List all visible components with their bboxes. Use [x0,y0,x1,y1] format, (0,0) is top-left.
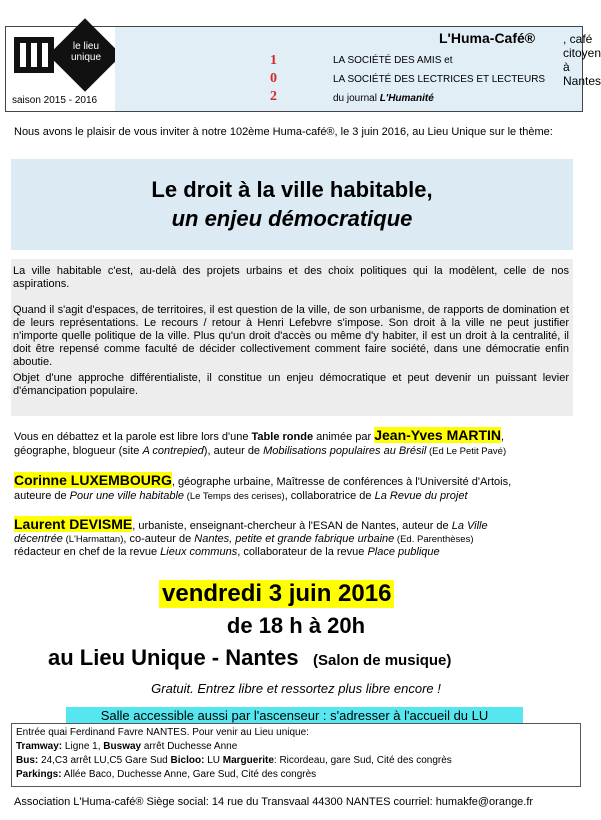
number-digit-0: 0 [270,71,277,86]
event-place: au Lieu Unique - Nantes [48,645,299,670]
header-line-2: LA SOCIÉTÉ DES LECTRICES ET LECTEURS [333,74,546,85]
intro-paragraph-2: Quand il s'agit d'espaces, de territoires, il est question de la ville, de son urbanisme, de rapports de domination et de leurs représentations. Le recours / retour à Henri Lefebvre s'impose. Son droit à la ville ne peut justifier n'importe quelle politique de la ville. Plus qu'un droit d'accès ou même d'y habiter, il est un droit à la centralité, il doit être repensé comme faculté de décider collectivement comment faire société, dans une démocratie enfin aboutie. [13,304,569,368]
title-line-2: un enjeu démocratique [171,206,413,231]
huma-cafe-title: L'Huma-Café® [439,30,536,46]
intro-paragraph-3: Objet d'une approche différentialiste, il constitue un enjeu démocratique et peut devenir un puissant levier d'émancipation populaire. [13,372,569,397]
title-line-1: Le droit à la ville habitable, [151,177,433,202]
header-box [5,26,601,112]
event-time: de 18 h à 20h [226,613,366,638]
speaker-3-name: Laurent DEVISME [14,516,133,532]
footer-contact: Association L'Huma-café® Siège social: 14 rue du Transvaal 44300 NANTES courriel: humakfe@orange.fr [14,796,534,808]
speaker-2-line: Corinne LUXEMBOURG, géographe urbaine, Maîtresse de conférences à l'Université d'Artois, [14,472,512,488]
info-tram: Tramway: Ligne 1, Busway arrêt Duchesse Anne [16,741,238,752]
intro-paragraph-1: La ville habitable c'est, au-delà des projets urbains et des choix politiques qui la modèlent, celle de nos aspirations. [13,265,569,290]
logo-text: le lieu unique [70,41,102,63]
debate-lead: Vous en débattez et la parole est libre lors d'une Table ronde animée par Jean-Yves MARTIN, [14,427,505,443]
huma-cafe-subtitle: , café citoyen à Nantes [563,32,601,88]
event-tagline: Gratuit. Entrez libre et ressortez plus libre encore ! [151,681,441,696]
title-box [11,159,573,250]
speaker-3-desc: décentrée (L'Harmattan), co-auteur de Nantes, petite et grande fabrique urbaine (Ed. Parenthèses) [14,533,474,545]
intro-box [11,259,573,416]
speaker-2-name: Corinne LUXEMBOURG [14,472,172,488]
speaker-1-desc: géographe, blogueur (site A contrepied), auteur de Mobilisations populaires au Brésil (Ed Le Petit Pavé) [14,445,507,457]
number-digit-2: 2 [270,89,277,104]
speaker-2-block [14,474,579,503]
speaker-3-desc-2: rédacteur en chef de la revue Lieux communs, collaborateur de la revue Place publique [14,546,440,558]
speaker-3-line: Laurent DEVISME, urbaniste, enseignant-chercheur à l'ESAN de Nantes, auteur de La Ville [14,516,488,532]
transport-info-box [11,723,581,787]
event-place-line [48,645,451,671]
header-info [115,27,601,111]
info-bus: Bus: 24,C3 arrêt LU,C5 Gare Sud Bicloo: LU Marguerite: Ricordeau, gare Sud, Cité des congrès [16,755,452,766]
header-line-1: LA SOCIÉTÉ DES AMIS et [333,55,453,66]
speaker-1-block [14,429,579,458]
invitation-text: Nous avons le plaisir de vous inviter à notre 102ème Huma-café®, le 3 juin 2016, au Lieu Unique sur le thème: [14,126,553,138]
info-parking: Parkings: Allée Baco, Duchesse Anne, Gare Sud, Cité des congrès [16,769,317,780]
season-label: saison 2015 - 2016 [12,95,98,106]
event-date: vendredi 3 juin 2016 [159,580,394,608]
logo-area [6,27,114,111]
speaker-3-block [14,518,579,559]
header-line-3: du journal L'Humanité [333,93,434,104]
info-address: Entrée quai Ferdinand Favre NANTES. Pour venir au Lieu unique: [16,727,309,738]
speaker-2-desc: auteure de Pour une ville habitable (Le Temps des cerises), collaboratrice de La Revue du projet [14,490,468,502]
number-digit-1: 1 [270,53,277,68]
speaker-1-name: Jean-Yves MARTIN [374,427,502,443]
event-room: (Salon de musique) [313,652,452,669]
accessibility-banner: Salle accessible aussi par l'ascenseur : s'adresser à l'accueil du LU [66,707,523,724]
